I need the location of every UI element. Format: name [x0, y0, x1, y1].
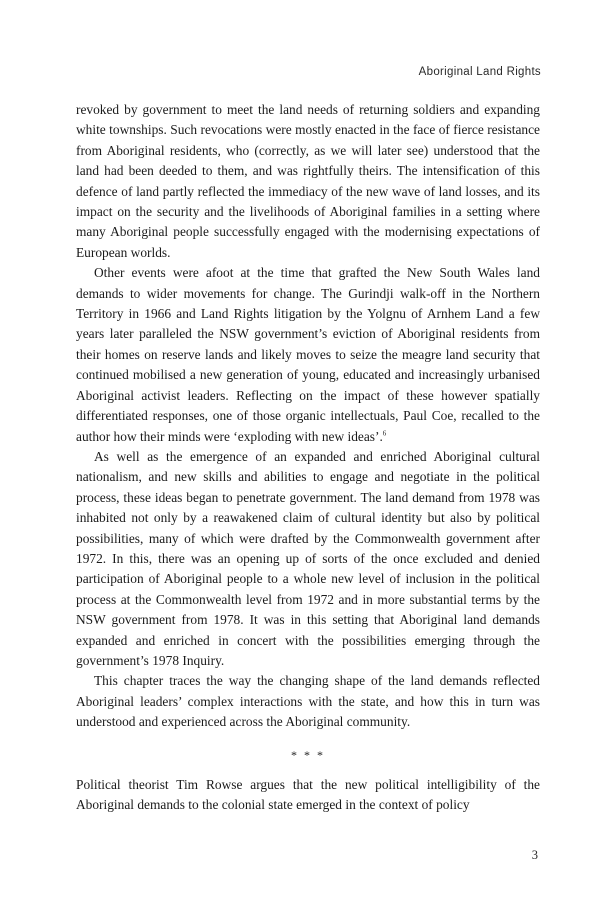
paragraph-5: Political theorist Tim Rowse argues that the new political intelligibility of the Aboriginal demands to the colonial state emerged in the context of policy: [76, 777, 540, 813]
paragraph-3: As well as the emergence of an expanded and enriched Aboriginal cultural nationalism, and new skills and abilities to engage and negotiate in the political process, these ideas began to penetrate government. The land demand from 1978 was inhabited not only by a reawakened claim of cultural identity but also by political possibilities, many of which were drafted by the Commonwealth government after 1972. In this, there was an opening up of sorts of the once excluded and denied participation of Aboriginal people to a whole new level of inclusion in the political process at the Commonwealth level from 1972 and in more substantial terms by the NSW government from 1978. It was in this setting that Aboriginal land demands expanded and enriched in concert with the possibilities emerging through the government’s 1978 Inquiry.: [76, 448, 540, 668]
running-head: Aboriginal Land Rights: [418, 66, 541, 78]
paragraph-2-text: Other events were afoot at the time that grafted the New South Wales land demands to wider movements for change. The Gurindji walk-off in the Northern Territory in 1966 and Land Rights litigation by the Yolgnu of Arnhem Land a few years later paralleled the NSW government’s eviction of Aboriginal residents from their homes on reserve lands and likely moves to seize the meagre land security that continued mobilised a new generation of young, educated and increasingly urbanised Aboriginal activist leaders. Reflecting on the impact of these however spatially differentiated responses, one of those organic intellectuals, Paul Coe, recalled to the author how their minds were ‘exploding with new ideas’.: [76, 265, 540, 444]
footnote-reference: 6: [382, 429, 387, 438]
paragraph-1: revoked by government to meet the land needs of returning soldiers and expanding white townships. Such revocations were mostly enacted in the face of fierce resistance from Aboriginal residents, who (correctly, as we will later see) understood that the land had been deeded to them, and was rightfully theirs. The intensification of this defence of land partly reflected the immediacy of the new wave of land losses, and its impact on the security and the livelihoods of Aboriginal families in a setting where many Aboriginal people successfully engaged with the modernising expectations of European worlds.: [76, 102, 540, 260]
body-text: [76, 100, 540, 816]
paragraph-4: This chapter traces the way the changing shape of the land demands reflected Aboriginal leaders’ complex interactions with the state, and how this in turn was understood and experienced across the Aboriginal community.: [76, 673, 540, 730]
section-break: * * *: [291, 747, 325, 762]
paragraph-2: [76, 263, 540, 447]
page-number: 3: [531, 848, 538, 862]
